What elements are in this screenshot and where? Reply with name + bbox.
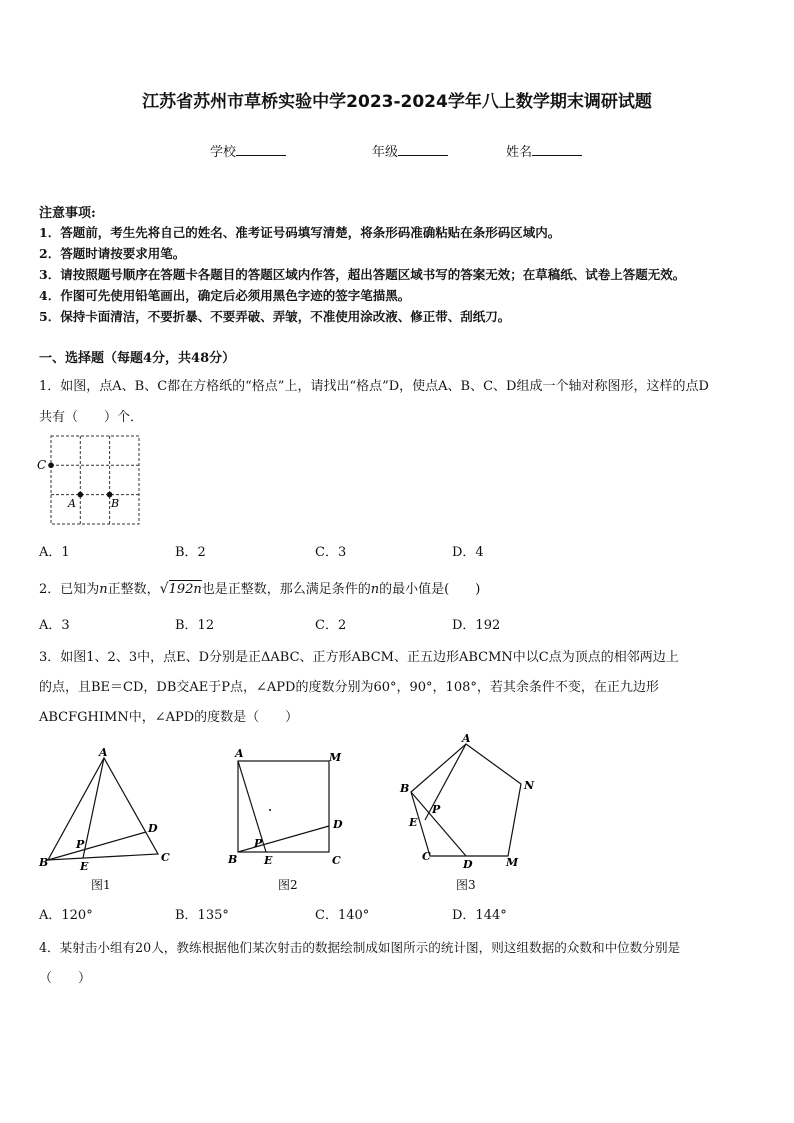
figure-2-square [226, 744, 356, 870]
fig3-label-p: P [432, 803, 441, 816]
q1-grid-figure [34, 432, 144, 528]
fig1-label-e: E [80, 860, 89, 870]
fig3-label-c: C [422, 850, 431, 863]
q2-option-b[interactable]: B．12 [175, 618, 215, 633]
section-heading: 一、选择题（每题4分，共48分） [39, 351, 236, 366]
sqrt-sign: √ [159, 581, 169, 597]
q2-pre: 2．已知为 [39, 582, 100, 597]
q3-option-b[interactable]: B．135° [175, 908, 229, 923]
q2-option-c[interactable]: C．2 [315, 618, 347, 633]
figure-1-caption: 图1 [91, 878, 111, 892]
fig3-label-b: B [400, 782, 410, 795]
q2-post: 的最小值是( ) [379, 582, 481, 597]
fig2-label-b: B [228, 853, 238, 866]
name-field[interactable] [506, 141, 582, 160]
figure-3-pentagon [396, 732, 544, 872]
q2-option-d[interactable]: D．192 [452, 618, 501, 633]
note-item: 3．请按照题号顺序在答题卡各题目的答题区域内作答，超出答题区域书写的答案无效；在草稿纸、试卷上答题无效。 [39, 267, 686, 282]
figure-3-caption: 图3 [456, 878, 476, 892]
fig2-label-e: E [264, 854, 273, 867]
q1-text-line1: 1．如图，点A、B、C都在方格纸的“格点”上，请找出“格点”D，使点A、B、C、D组成一个轴对称图形，这样的点D [39, 379, 709, 394]
fig2-label-p: P [254, 837, 263, 850]
notes-heading: 注意事项: [39, 206, 96, 221]
note-item: 2．答题时请按要求用笔。 [39, 246, 186, 261]
q1-text-line2: 共有（ ）个． [39, 410, 144, 425]
fig3-label-d: D [463, 858, 473, 871]
note-item: 4．作图可先使用铅笔画出，确定后必须用黑色字迹的签字笔描黑。 [39, 288, 411, 303]
note-item: 1．答题前，考生先将自己的姓名、准考证号码填写清楚，将条形码准确粘贴在条形码区域内。 [39, 225, 561, 240]
name-blank[interactable] [532, 143, 582, 156]
fig1-label-a: A [99, 748, 108, 759]
school-field[interactable] [210, 141, 286, 160]
fig3-label-e: E [409, 816, 418, 829]
q1-option-d[interactable]: D．4 [452, 545, 484, 560]
name-label: 姓名 [506, 145, 533, 160]
q3-text-line1: 3．如图1、2、3中，点E、D分别是正ΔABC、正方形ABCM、正五边形ABCMN中以C点为顶点的相邻两边上 [39, 650, 679, 665]
label-b: B [111, 497, 120, 510]
q2-var-n: n [99, 582, 108, 597]
q2-mid1: 正整数， [107, 582, 160, 597]
grade-label: 年级 [372, 145, 399, 160]
figure-1-triangle [36, 748, 176, 870]
fig3-label-m: M [506, 856, 519, 869]
q3-text-line2: 的点，且BE＝CD，DB交AE于P点，∠APD的度数分别为60°，90°，108°，若其余条件不变，在正九边形 [39, 680, 659, 695]
fig2-label-c: C [332, 854, 341, 867]
q1-option-b[interactable]: B．2 [175, 545, 206, 560]
label-a: A [68, 497, 76, 510]
q1-option-c[interactable]: C．3 [315, 545, 347, 560]
note-item: 5．保持卡面清洁，不要折暴、不要弄破、弄皱，不准使用涂改液、修正带、刮纸刀。 [39, 309, 511, 324]
fig2-label-d: D [333, 818, 343, 831]
q2-option-a[interactable]: A．3 [39, 618, 70, 633]
fig2-label-m: M [329, 751, 342, 764]
q3-text-line3: ABCFGHIMN中，∠APD的度数是（ ） [39, 710, 299, 725]
q2-mid2: 也是正整数，那么满足条件的 [201, 582, 371, 597]
fig1-label-p: P [76, 838, 85, 851]
fig1-label-c: C [161, 851, 170, 864]
grade-field[interactable] [372, 141, 448, 160]
q4-text-line2: （ ） [39, 971, 92, 986]
q2-text [39, 578, 480, 597]
label-c: C [37, 458, 47, 472]
q3-option-d[interactable]: D．144° [452, 908, 507, 923]
figure-2-caption: 图2 [278, 878, 298, 892]
q2-var-n-2: n [370, 582, 380, 597]
grade-blank[interactable] [398, 143, 448, 156]
q3-option-c[interactable]: C．140° [315, 908, 370, 923]
q2-radicand: 192n [168, 582, 202, 597]
school-label: 学校 [210, 145, 237, 160]
page-title: 江苏省苏州市草桥实验中学2023-2024学年八上数学期末调研试题 [142, 92, 652, 112]
school-blank[interactable] [236, 143, 286, 156]
fig1-label-b: B [39, 856, 49, 869]
q4-text-line1: 4．某射击小组有20人，教练根据他们某次射击的数据绘制成如图所示的统计图，则这组数据的众数和中位数分别是 [39, 940, 681, 955]
fig3-label-a: A [462, 732, 471, 745]
fig3-label-n: N [524, 779, 535, 792]
fig2-label-a: A [235, 747, 244, 760]
q3-option-a[interactable]: A．120° [39, 908, 93, 923]
fig1-label-d: D [148, 822, 158, 835]
q1-option-a[interactable]: A．1 [39, 545, 70, 560]
